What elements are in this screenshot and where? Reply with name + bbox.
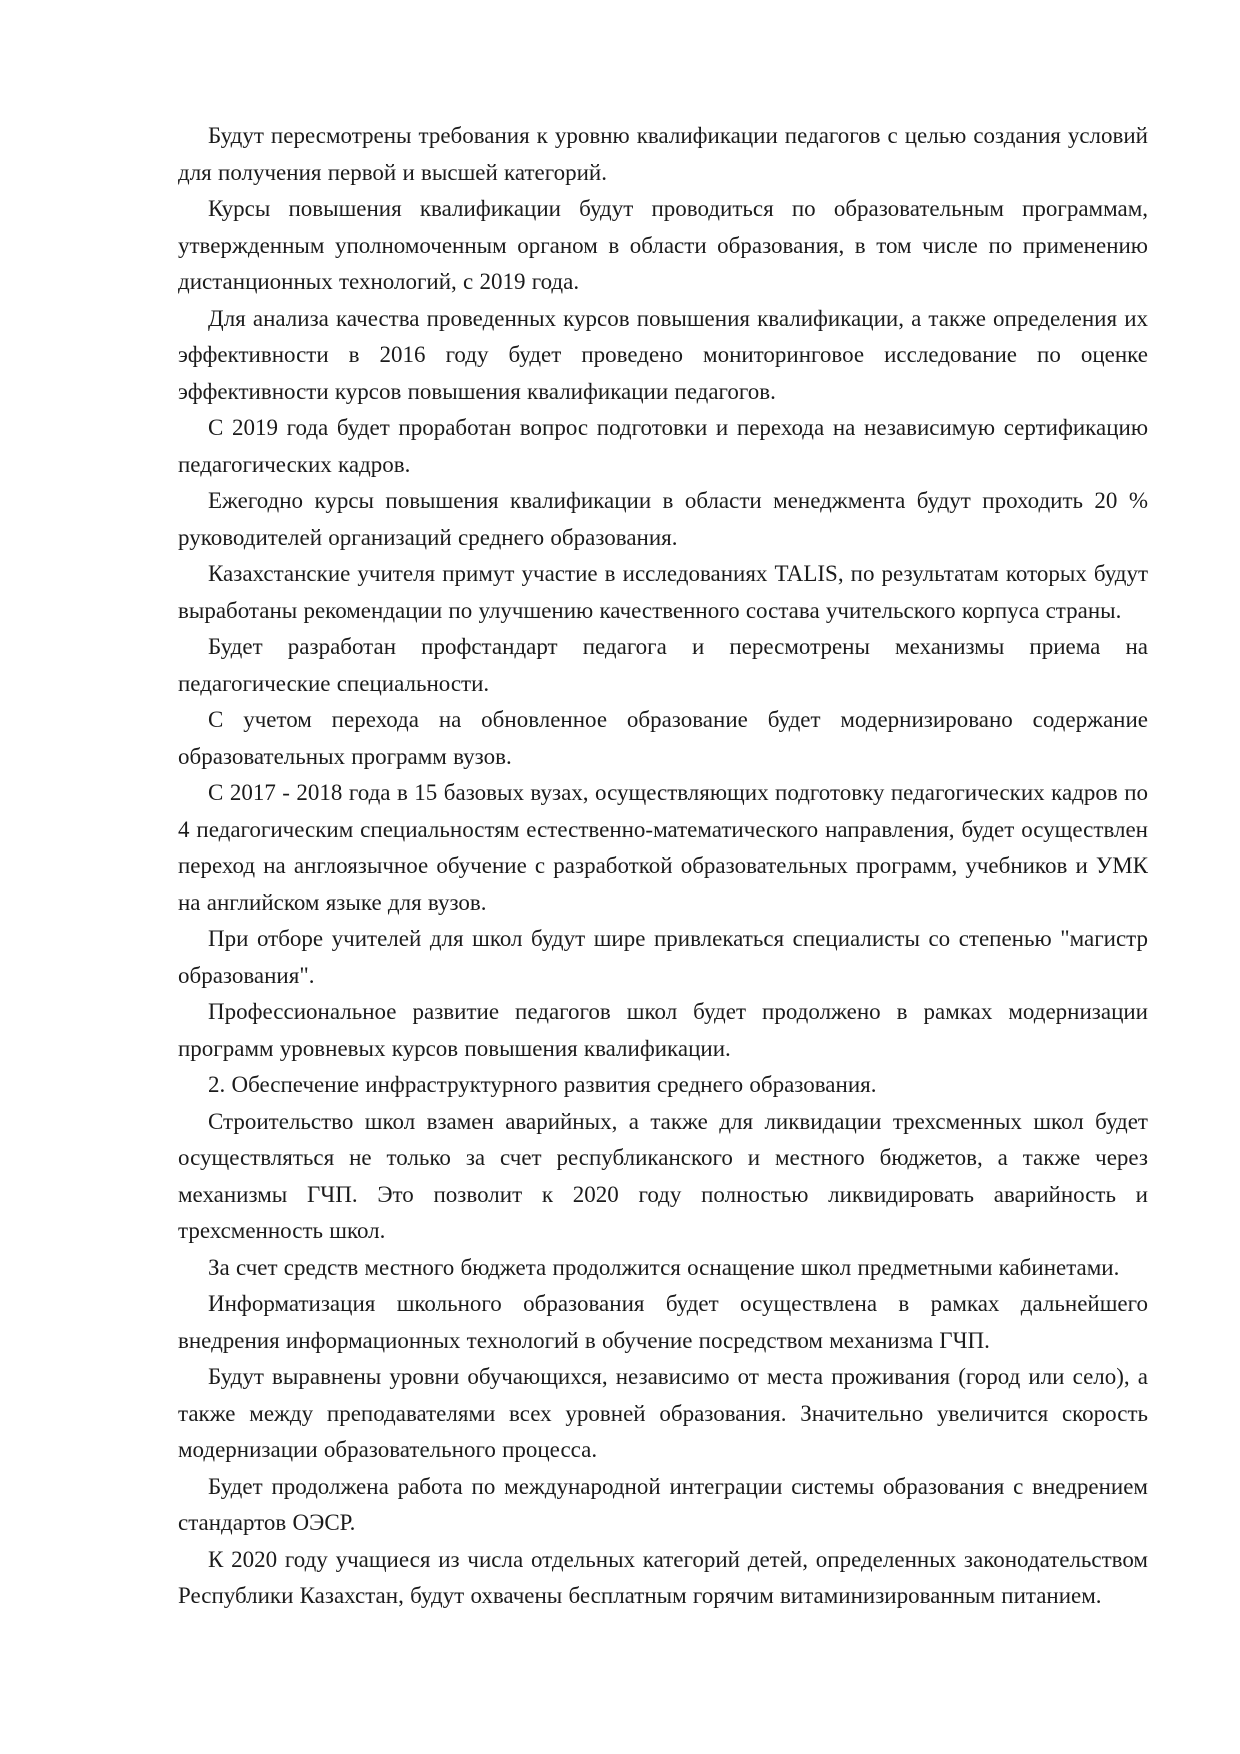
paragraph: Казахстанские учителя примут участие в исследованиях TALIS, по результатам которых будут выработаны рекомендации по улучшению качественного состава учительского корпуса страны. (178, 561, 1148, 623)
paragraph: 2. Обеспечение инфраструктурного развития среднего образования. (208, 1072, 877, 1097)
paragraph: Информатизация школьного образования будет осуществлена в рамках дальнейшего внедрения информационных технологий в обучение посредством механизма ГЧП. (178, 1291, 1148, 1353)
paragraph: Будет продолжена работа по международной интеграции системы образования с внедрением стандартов ОЭСР. (178, 1473, 1148, 1535)
paragraph: За счет средств местного бюджета продолжится оснащение школ предметными кабинетами. (208, 1254, 1120, 1280)
paragraph: Курсы повышения квалификации будут проводиться по образовательным программам, утвержденным уполномоченным органом в области образования, в том числе по применению дистанционных технологий, с 2019 года. (178, 196, 1148, 294)
paragraph: Строительство школ взамен аварийных, а также для ликвидации трехсменных школ будет осуществляться не только за счет республиканского и местного бюджетов, а также через механизмы ГЧП. Это позволит к 2020 году полностью ликвидировать аварийность и трехсменность школ. (178, 1108, 1148, 1243)
paragraph: При отборе учителей для школ будут шире привлекаться специалисты со степенью "магистр образования". (178, 926, 1148, 988)
document-body (178, 118, 1148, 1615)
paragraph: Будет разработан профстандарт педагога и пересмотрены механизмы приема на педагогические специальности. (178, 634, 1148, 696)
paragraph: Будут выравнены уровни обучающихся, независимо от места проживания (город или село), а также между преподавателями всех уровней образования. Значительно увеличится скорость модернизации образовательного процесса. (178, 1364, 1148, 1462)
paragraph: Профессиональное развитие педагогов школ будет продолжено в рамках модернизации программ уровневых курсов повышения квалификации. (178, 999, 1148, 1061)
paragraph: С 2019 года будет проработан вопрос подготовки и перехода на независимую сертификацию педагогических кадров. (178, 415, 1148, 477)
paragraph: С учетом перехода на обновленное образование будет модернизировано содержание образовательных программ вузов. (178, 707, 1148, 769)
paragraph: Будут пересмотрены требования к уровню квалификации педагогов с целью создания условий для получения первой и высшей категорий. (178, 123, 1148, 185)
paragraph: С 2017 - 2018 года в 15 базовых вузах, осуществляющих подготовку педагогических кадров по 4 педагогическим специальностям естественно-математического направления, будет осуществлен переход на англоязычное обучение с разработкой образовательных программ, учебников и УМК на английском языке для вузов. (178, 780, 1148, 915)
paragraph: Для анализа качества проведенных курсов повышения квалификации, а также определения их эффективности в 2016 году будет проведено мониторинговое исследование по оценке эффективности курсов повышения квалификации педагогов. (178, 305, 1148, 404)
paragraph: К 2020 году учащиеся из числа отдельных категорий детей, определенных законодательством Республики Казахстан, будут охвачены бесплатным горячим витаминизированным питанием. (178, 1546, 1148, 1608)
paragraph: Ежегодно курсы повышения квалификации в области менеджмента будут проходить 20 % руководителей организаций среднего образования. (178, 488, 1148, 550)
